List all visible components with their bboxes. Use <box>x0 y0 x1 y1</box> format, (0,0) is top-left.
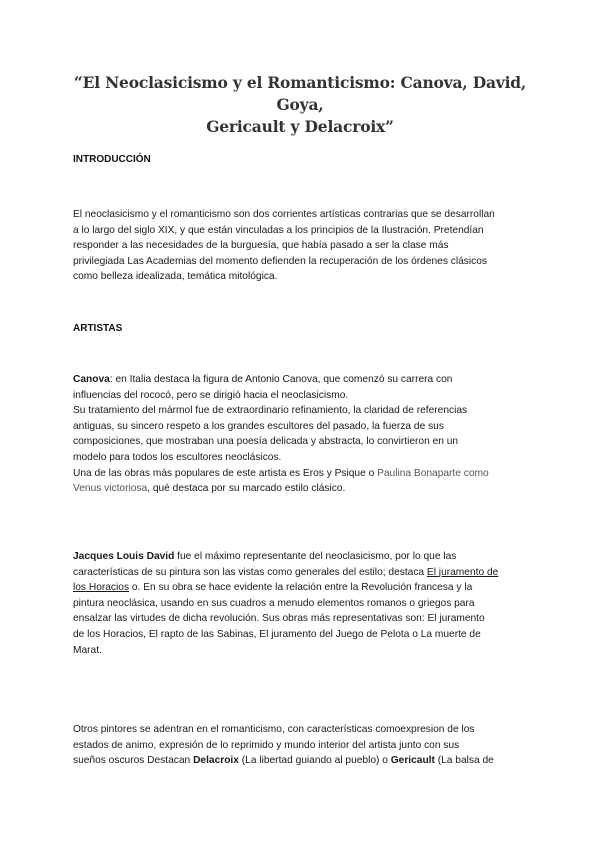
david-line <box>73 580 533 596</box>
david-text: características de su pintura son las vistas como generales del estilo; destaca <box>73 566 427 578</box>
canova-line: modelo para todos los escultores neoclásicos. <box>73 451 282 463</box>
romanticism-text: (La libertad guiando al pueblo) o <box>238 755 391 767</box>
david-text: fue el máximo representante del neoclasicismo, por lo que las <box>174 551 457 562</box>
canova-line: antiguas, su sincero respeto a los grandes escultores del pasado, la fuerza de sus <box>73 420 444 432</box>
document-title <box>60 72 540 138</box>
juramento-horacios-link[interactable]: El juramento de <box>426 566 499 578</box>
canova-line <box>73 372 533 388</box>
canova-name: Canova <box>73 374 110 385</box>
david-line <box>73 549 533 565</box>
intro-line: a lo largo del siglo XIX, y que están vinculadas a los principios de la Ilustración. Pretendían <box>73 224 484 236</box>
romanticism-line: Otros pintores se adentran en el romanticismo, con características comoexpresion de los <box>73 724 475 735</box>
delacroix-name: Delacroix <box>193 755 239 767</box>
gericault-name: Gericault <box>390 755 435 767</box>
canova-line <box>73 466 533 482</box>
intro-line: como belleza idealizada, temática mitológica. <box>73 271 278 283</box>
david-line <box>73 565 533 581</box>
david-text: o. En su obra se hace evidente la relación entre la Revolución francesa y la <box>129 582 473 594</box>
intro-line: privilegiada Las Academias del momento defienden la recuperación de los órdenes clásicos <box>73 255 487 267</box>
canova-text: Una de las obras más populares de este artista es Eros y Psique o <box>73 467 378 479</box>
venus-victoriosa-reference: Venus victoriosa <box>73 483 148 495</box>
canova-line: Su tratamiento del mármol fue de extraordinario refinamiento, la claridad de referencias <box>73 405 468 417</box>
paulina-bonaparte-reference: Paulina Bonaparte como <box>377 467 489 479</box>
romanticism-text: sueños oscuros Destacan <box>73 755 194 767</box>
david-line: ensalzar las virtudes de dicha revolución. Sus obras más representativas son: El juramento <box>73 613 485 625</box>
david-paragraph <box>73 549 533 658</box>
intro-line: responder a las necesidades de la burguesía, que había pasado a ser la clase más <box>73 240 449 252</box>
intro-heading: INTRODUCCIÓN <box>73 154 151 165</box>
canova-line <box>73 481 533 497</box>
title-line-1: “El Neoclasicismo y el Romanticismo: Canova, David, Goya, <box>73 73 527 114</box>
canova-text: , qué destaca por su marcado estilo clásico. <box>147 483 346 495</box>
canova-text: : en Italia destaca la figura de Antonio Canova, que comenzó su carrera con <box>109 374 453 385</box>
david-name: Jacques Louis David <box>73 551 175 562</box>
title-line-2: Gericault y Delacroix” <box>206 117 394 136</box>
horacios-link[interactable]: los Horacios <box>73 582 130 594</box>
david-line: de los Horacios, El rapto de las Sabinas, El juramento del Juego de Pelota o La muerte de <box>73 628 481 640</box>
canova-paragraph <box>73 372 533 497</box>
romanticism-line: estados de animo, expresión de lo reprimido y mundo interior del artista junto con sus <box>73 739 460 751</box>
romanticism-line <box>73 753 533 769</box>
intro-line: El neoclasicismo y el romanticismo son dos corrientes artísticas contrarias que se desarrollan <box>73 209 495 220</box>
artistas-heading: ARTISTAS <box>73 323 123 334</box>
canova-line: composiciones, que mostraban una poesía delicada y abstracta, lo convirtieron en un <box>73 436 459 448</box>
david-line: Marat. <box>73 644 102 656</box>
romanticism-paragraph <box>73 722 533 769</box>
intro-paragraph <box>73 207 533 285</box>
romanticism-text: (La balsa de <box>434 755 494 767</box>
david-line: pintura neoclásica, usando en sus cuadros a menudo elementos romanos o griegos para <box>73 597 475 609</box>
canova-line: influencias del rococó, pero se dirigió hacia el neoclasicismo. <box>73 389 349 401</box>
